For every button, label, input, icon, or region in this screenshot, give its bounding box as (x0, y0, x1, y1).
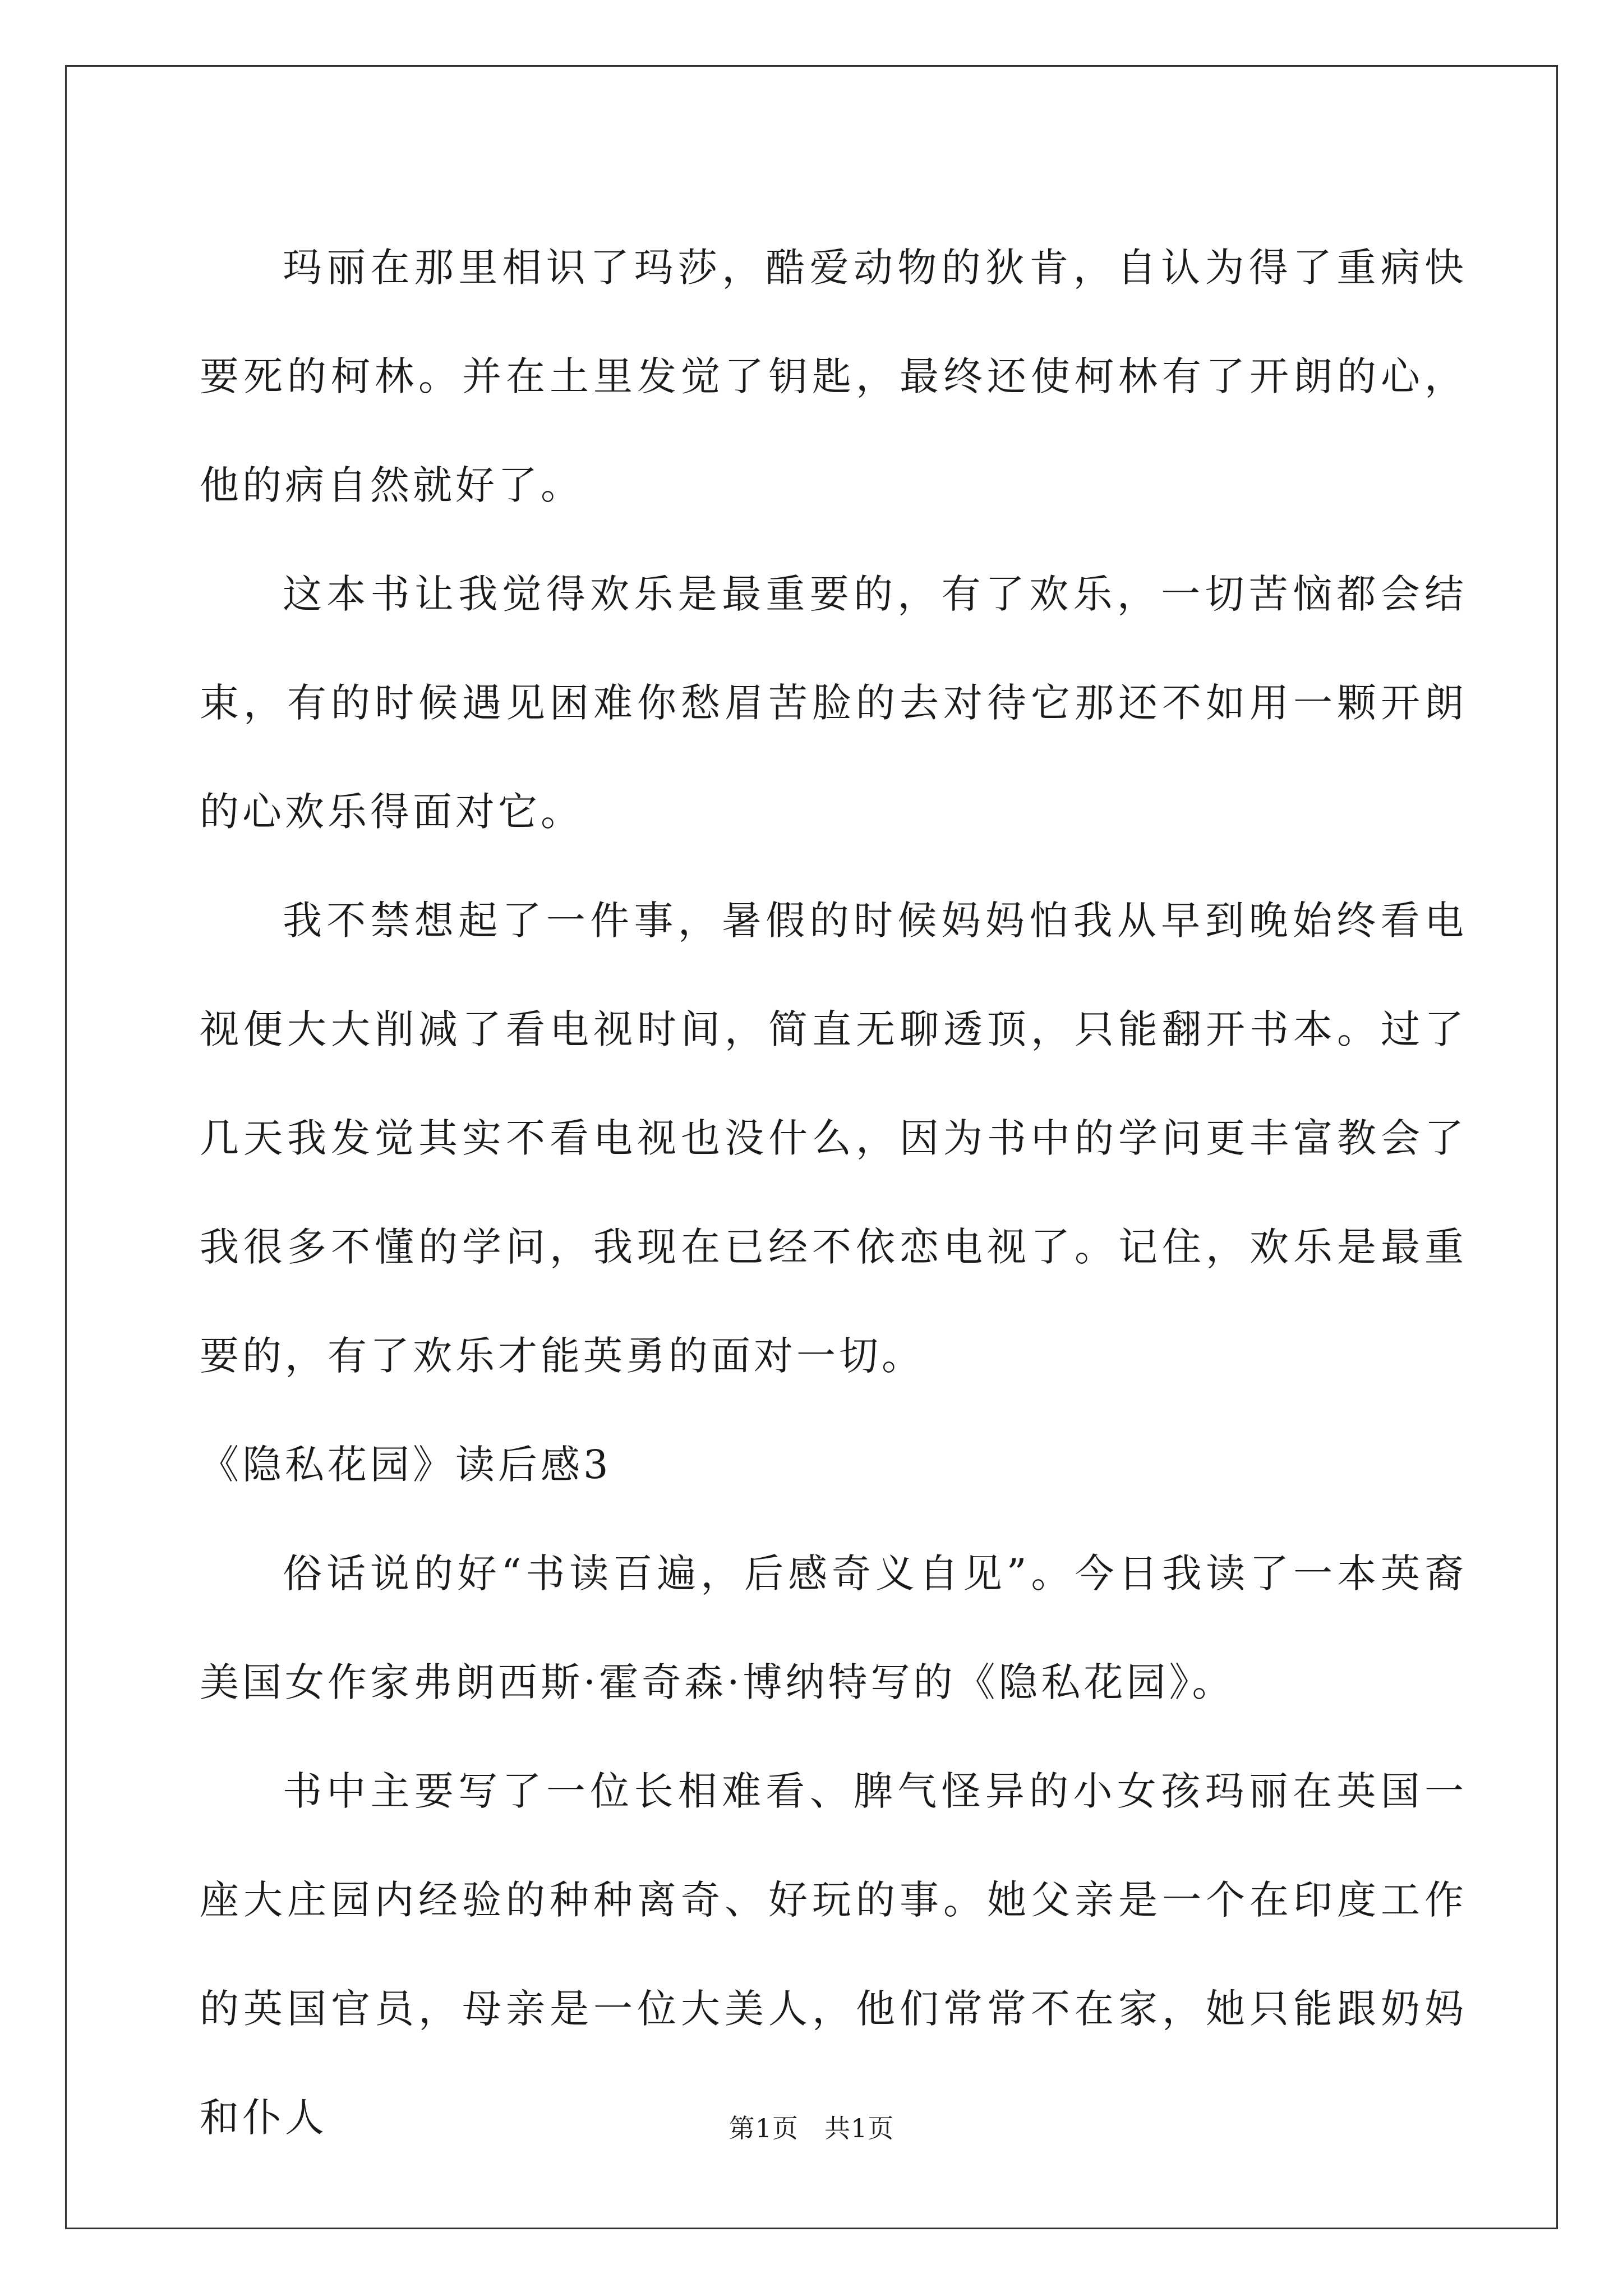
page-total: 共1页 (824, 2113, 895, 2143)
paragraph: 这本书让我觉得欢乐是最重要的，有了欢乐，一切苦恼都会结束，有的时候遇见困难你愁眉苦脸的去对待它那还不如用一颗开朗的心欢乐得面对它。 (200, 571, 1467, 835)
section-heading: 《隐私花园》读后感3 (200, 1442, 612, 1488)
paragraph: 书中主要写了一位长相难看、脾气怪异的小女孩玛丽在英国一座大庄园内经验的种种离奇、好玩的事。她父亲是一个在印度工作的英国官员，母亲是一位大美人，他们常常不在家，她只能跟奶妈和仆人 (200, 1768, 1467, 2141)
paragraph: 俗话说的好“书读百遍，后感奇义自见”。今日我读了一本英裔美国女作家弗朗西斯·霍奇森·博纳特写的《隐私花园》。 (200, 1550, 1467, 1705)
document-body (200, 213, 1467, 2172)
paragraph: 我不禁想起了一件事，暑假的时候妈妈怕我从早到晚始终看电视便大大削减了看电视时间，简直无聊透顶，只能翻开书本。过了几天我发觉其实不看电视也没什么，因为书中的学问更丰富教会了我很多不懂的学问，我现在已经不依恋电视了。记住，欢乐是最重要的，有了欢乐才能英勇的面对一切。 (200, 898, 1467, 1379)
page-footer (0, 2108, 1623, 2145)
page-number: 第1页 (728, 2113, 799, 2143)
paragraph: 玛丽在那里相识了玛莎，酷爱动物的狄肯，自认为得了重病快要死的柯林。并在土里发觉了钥匙，最终还使柯林有了开朗的心，他的病自然就好了。 (200, 245, 1467, 508)
